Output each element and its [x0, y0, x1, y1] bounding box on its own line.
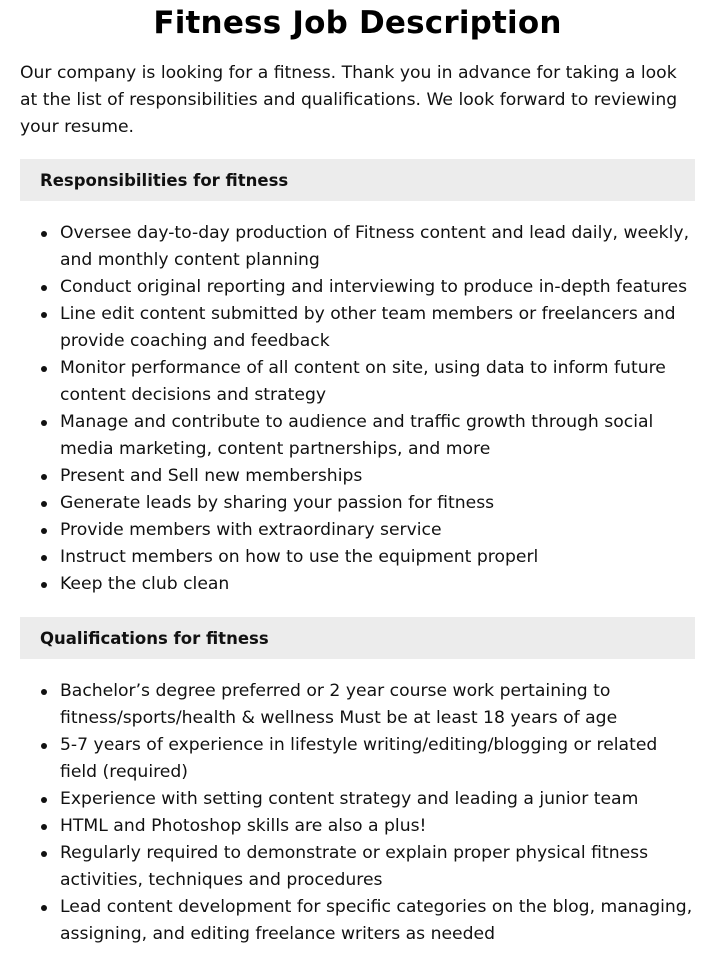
list-item-text: Regularly required to demonstrate or explain proper physical fitness activities, techniques and procedures: [60, 843, 649, 890]
bullet-icon: [41, 797, 47, 803]
page-title: Fitness Job Description: [153, 5, 562, 41]
list-item: [20, 678, 695, 732]
list-item-text: Experience with setting content strategy and leading a junior team: [60, 789, 639, 809]
responsibilities-header: [20, 159, 695, 201]
responsibilities-heading: Responsibilities for fitness: [40, 170, 289, 190]
list-item: [20, 894, 695, 948]
bullet-icon: [41, 366, 47, 372]
list-item-text: Instruct members on how to use the equipment properl: [60, 547, 539, 567]
list-item-text: Oversee day-to-day production of Fitness content and lead daily, weekly, and monthly content planning: [60, 223, 690, 270]
list-item-text: Keep the club clean: [60, 574, 230, 594]
list-item: [20, 571, 695, 598]
bullet-icon: [41, 851, 47, 857]
list-item-text: 5-7 years of experience in lifestyle writing/editing/blogging or related field (required): [60, 735, 658, 782]
bullet-icon: [41, 474, 47, 480]
bullet-icon: [41, 231, 47, 237]
qualifications-header: [20, 617, 695, 659]
bullet-icon: [41, 501, 47, 507]
list-item-text: Lead content development for specific categories on the blog, managing, assigning, and editing freelance writers as needed: [60, 897, 693, 944]
bullet-icon: [41, 555, 47, 561]
qualifications-heading: Qualifications for fitness: [40, 628, 269, 648]
list-item: [20, 840, 695, 894]
intro-paragraph: Our company is looking for a fitness. Thank you in advance for taking a look at the list of responsibilities and qualifications. We look forward to reviewing your resume.: [20, 63, 678, 137]
list-item: [20, 517, 695, 544]
list-item-text: Generate leads by sharing your passion for fitness: [60, 493, 495, 513]
list-item: [20, 732, 695, 786]
list-item-text: HTML and Photoshop skills are also a plus!: [60, 816, 427, 836]
responsibilities-list: [20, 220, 695, 598]
list-item: [20, 301, 695, 355]
list-item: [20, 813, 695, 840]
list-item: [20, 355, 695, 409]
bullet-icon: [41, 689, 47, 695]
bullet-icon: [41, 528, 47, 534]
list-item-text: Monitor performance of all content on site, using data to inform future content decisions and strategy: [60, 358, 666, 405]
list-item: [20, 786, 695, 813]
list-item-text: Line edit content submitted by other team members or freelancers and provide coaching and feedback: [60, 304, 676, 351]
bullet-icon: [41, 905, 47, 911]
bullet-icon: [41, 285, 47, 291]
list-item: [20, 220, 695, 274]
bullet-icon: [41, 743, 47, 749]
list-item-text: Conduct original reporting and interviewing to produce in-depth features: [60, 277, 688, 297]
list-item: [20, 409, 695, 463]
list-item: [20, 463, 695, 490]
list-item: [20, 544, 695, 571]
bullet-icon: [41, 312, 47, 318]
qualifications-list: [20, 678, 695, 948]
list-item-text: Manage and contribute to audience and traffic growth through social media marketing, content partnerships, and more: [60, 412, 654, 459]
list-item: [20, 490, 695, 517]
bullet-icon: [41, 824, 47, 830]
list-item-text: Bachelor’s degree preferred or 2 year course work pertaining to fitness/sports/health & wellness Must be at least 18 years of age: [60, 681, 618, 728]
list-item: [20, 274, 695, 301]
list-item-text: Present and Sell new memberships: [60, 466, 363, 486]
bullet-icon: [41, 420, 47, 426]
bullet-icon: [41, 582, 47, 588]
list-item-text: Provide members with extraordinary service: [60, 520, 442, 540]
